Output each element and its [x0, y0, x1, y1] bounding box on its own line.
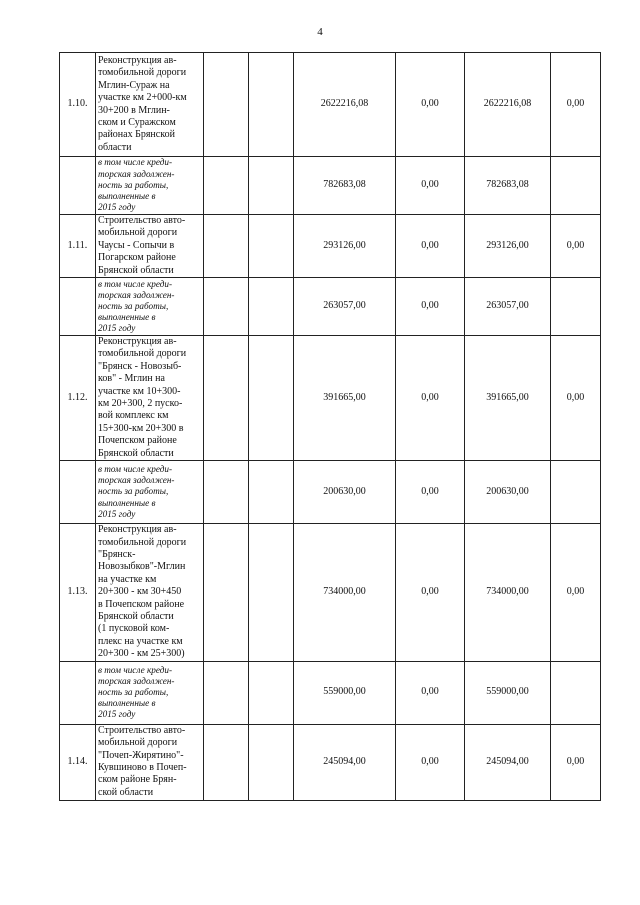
description-line: в том числе креди- — [98, 157, 173, 168]
description-line: км 20+300, 2 пуско- — [98, 398, 183, 410]
value-col-1: 263057,00 — [294, 278, 396, 336]
table-row-subitem — [60, 661, 601, 724]
description-line: Погарском районе — [98, 252, 176, 264]
value-col-3: 782683,08 — [465, 157, 551, 215]
description-line: торская задолжен- — [98, 168, 175, 179]
description-line: 2015 году — [98, 323, 136, 334]
table-row — [60, 524, 601, 661]
description-line: вой комплекс км — [98, 410, 169, 422]
value-col-4: 0,00 — [551, 215, 601, 278]
description-line: "Брянск- — [98, 548, 136, 560]
table-row — [60, 215, 601, 278]
row-number — [60, 157, 96, 215]
value-col-4: 0,00 — [551, 724, 601, 800]
value-col-1: 200630,00 — [294, 461, 396, 524]
description-line: томобильной дороги — [98, 536, 187, 548]
blank-cell-a — [204, 661, 249, 724]
description-line: Реконструкция ав- — [98, 54, 177, 66]
value-col-4 — [551, 661, 601, 724]
description-line: (1 пусковой ком- — [98, 623, 170, 635]
value-col-2: 0,00 — [396, 524, 465, 661]
description-line: выполненные в — [98, 698, 156, 709]
value-col-2: 0,00 — [396, 336, 465, 461]
row-number — [60, 278, 96, 336]
description-line: Брянской области — [98, 610, 174, 622]
description-line: Реконструкция ав- — [98, 524, 177, 536]
description-line: ском районе Брян- — [98, 774, 177, 786]
blank-cell-a — [204, 157, 249, 215]
description-line: ской области — [98, 786, 154, 798]
description-line: ков" - Мглин на — [98, 373, 165, 385]
value-col-1: 782683,08 — [294, 157, 396, 215]
row-description — [96, 278, 204, 336]
description-line: в том числе креди- — [98, 664, 173, 675]
description-line: Строительство авто- — [98, 724, 186, 736]
blank-cell-b — [249, 278, 294, 336]
description-line: районах Брянской — [98, 129, 175, 141]
row-number: 1.13. — [60, 524, 96, 661]
blank-cell-a — [204, 336, 249, 461]
description-line: Чаусы - Сопычи в — [98, 239, 175, 251]
value-col-3: 734000,00 — [465, 524, 551, 661]
value-col-4 — [551, 278, 601, 336]
row-description — [96, 157, 204, 215]
description-line: 30+200 в Мглин- — [98, 104, 170, 116]
description-line: мобильной дороги — [98, 737, 178, 749]
description-line: Новозыбков"-Мглин — [98, 561, 186, 573]
page-number: 4 — [317, 26, 323, 38]
blank-cell-b — [249, 336, 294, 461]
description-line: томобильной дороги — [98, 67, 187, 79]
table-row-subitem — [60, 157, 601, 215]
value-col-4: 0,00 — [551, 336, 601, 461]
value-col-3: 293126,00 — [465, 215, 551, 278]
description-line: Почепском районе — [98, 435, 177, 447]
blank-cell-a — [204, 53, 249, 157]
description-line: торская задолжен- — [98, 289, 175, 300]
description-line: выполненные в — [98, 312, 156, 323]
blank-cell-b — [249, 724, 294, 800]
description-line: ность за работы, — [98, 179, 169, 190]
description-line: "Почеп-Жирятино"- — [98, 749, 184, 761]
description-line: Кувшиново в Почеп- — [98, 762, 187, 774]
description-line: области — [98, 141, 132, 153]
description-line: Брянской области — [98, 447, 174, 459]
blank-cell-b — [249, 215, 294, 278]
description-line: 2015 году — [98, 508, 136, 519]
value-col-2: 0,00 — [396, 278, 465, 336]
value-col-1: 734000,00 — [294, 524, 396, 661]
table-row — [60, 336, 601, 461]
row-description — [96, 724, 204, 800]
row-description — [96, 461, 204, 524]
description-line: 20+300 - км 30+450 — [98, 586, 182, 598]
value-col-1: 245094,00 — [294, 724, 396, 800]
description-line: 2015 году — [98, 709, 136, 720]
description-line: участке км 2+000-км — [98, 92, 187, 104]
value-col-4 — [551, 157, 601, 215]
value-col-2: 0,00 — [396, 215, 465, 278]
description-line: выполненные в — [98, 191, 156, 202]
table-row — [60, 724, 601, 800]
value-col-3: 263057,00 — [465, 278, 551, 336]
table-row — [60, 53, 601, 157]
blank-cell-b — [249, 524, 294, 661]
description-line: в Почепском районе — [98, 598, 185, 610]
value-col-2: 0,00 — [396, 461, 465, 524]
description-line: Строительство авто- — [98, 215, 186, 226]
value-col-3: 2622216,08 — [465, 53, 551, 157]
value-col-2: 0,00 — [396, 661, 465, 724]
description-line: ность за работы, — [98, 686, 169, 697]
description-line: 15+300-км 20+300 в — [98, 422, 184, 434]
description-line: Брянской области — [98, 264, 174, 276]
table-body — [60, 53, 601, 801]
value-col-3: 200630,00 — [465, 461, 551, 524]
table-row-subitem — [60, 461, 601, 524]
row-description — [96, 524, 204, 661]
value-col-1: 2622216,08 — [294, 53, 396, 157]
row-number: 1.12. — [60, 336, 96, 461]
value-col-1: 293126,00 — [294, 215, 396, 278]
blank-cell-b — [249, 157, 294, 215]
blank-cell-b — [249, 661, 294, 724]
description-line: торская задолжен- — [98, 675, 175, 686]
description-line: участке км 10+300- — [98, 385, 181, 397]
row-number — [60, 461, 96, 524]
value-col-3: 245094,00 — [465, 724, 551, 800]
description-line: "Брянск - Новозыб- — [98, 360, 182, 372]
description-line: на участке км — [98, 573, 157, 585]
blank-cell-a — [204, 724, 249, 800]
row-description — [96, 53, 204, 157]
row-description — [96, 336, 204, 461]
description-line: Мглин-Сураж на — [98, 79, 170, 91]
row-description — [96, 215, 204, 278]
description-line: в том числе креди- — [98, 278, 173, 289]
budget-table — [59, 52, 601, 801]
blank-cell-a — [204, 524, 249, 661]
value-col-1: 559000,00 — [294, 661, 396, 724]
description-line: плекс на участке км — [98, 635, 183, 647]
row-number: 1.11. — [60, 215, 96, 278]
blank-cell-a — [204, 215, 249, 278]
blank-cell-a — [204, 278, 249, 336]
description-line: ность за работы, — [98, 300, 169, 311]
table-row-subitem — [60, 278, 601, 336]
description-line: 2015 году — [98, 202, 136, 213]
description-line: томобильной дороги — [98, 348, 187, 360]
description-line: в том числе креди- — [98, 464, 173, 475]
description-line: ском и Суражском — [98, 116, 176, 128]
value-col-3: 391665,00 — [465, 336, 551, 461]
blank-cell-a — [204, 461, 249, 524]
value-col-4: 0,00 — [551, 53, 601, 157]
description-line: выполненные в — [98, 497, 156, 508]
row-number: 1.10. — [60, 53, 96, 157]
row-description — [96, 661, 204, 724]
value-col-4 — [551, 461, 601, 524]
row-number — [60, 661, 96, 724]
value-col-2: 0,00 — [396, 157, 465, 215]
value-col-2: 0,00 — [396, 53, 465, 157]
row-number: 1.14. — [60, 724, 96, 800]
value-col-1: 391665,00 — [294, 336, 396, 461]
value-col-4: 0,00 — [551, 524, 601, 661]
description-line: 20+300 - км 25+300) — [98, 648, 185, 660]
description-line: Реконструкция ав- — [98, 336, 177, 348]
value-col-3: 559000,00 — [465, 661, 551, 724]
description-line: торская задолжен- — [98, 475, 175, 486]
blank-cell-b — [249, 461, 294, 524]
value-col-2: 0,00 — [396, 724, 465, 800]
description-line: ность за работы, — [98, 486, 169, 497]
blank-cell-b — [249, 53, 294, 157]
description-line: мобильной дороги — [98, 227, 178, 239]
